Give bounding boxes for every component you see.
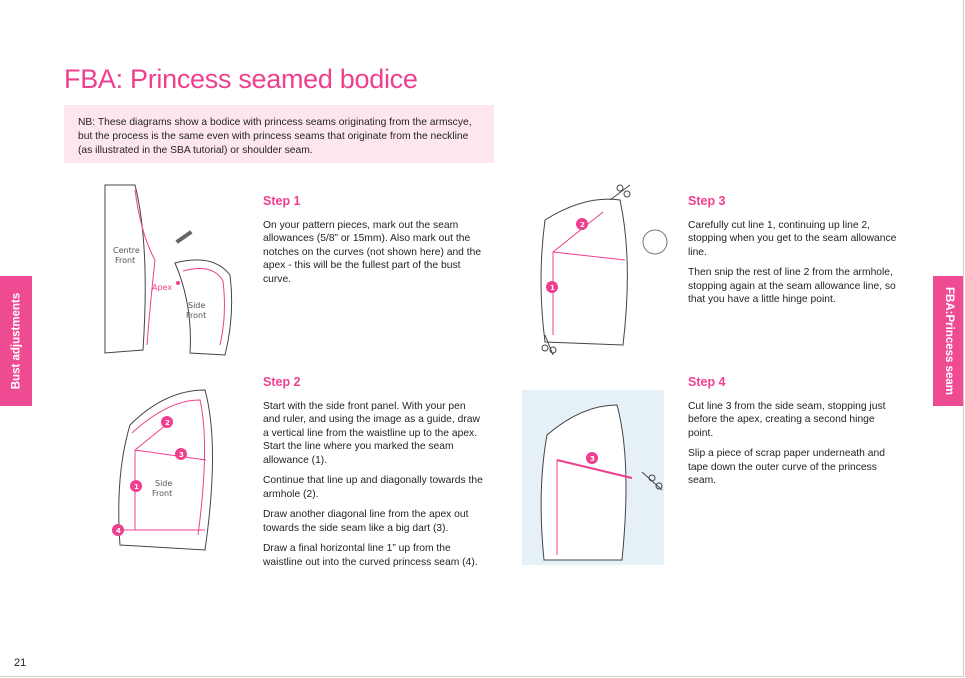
step-4-text-1: Cut line 3 from the side seam, stopping just before the apex, creating a second hinge point. (688, 400, 886, 439)
label-centre-front-1: Centre (113, 246, 140, 255)
marker-4-3: 3 (590, 455, 595, 463)
step-4 (688, 376, 898, 495)
marker-3-2: 2 (580, 221, 585, 229)
label-side-front-2: Front (186, 311, 207, 320)
label-side-front-2-1: Side (155, 479, 173, 488)
step-1-heading: Step 1 (263, 194, 301, 208)
step-4-text-2: Slip a piece of scrap paper underneath and tape down the outer curve of the princess seam. (688, 448, 885, 486)
marker-4: 4 (116, 527, 121, 535)
step-3-heading: Step 3 (688, 194, 726, 208)
step-3 (688, 195, 898, 314)
marker-2: 2 (165, 419, 170, 427)
pencil-icon (175, 230, 192, 244)
step-2-text-4: Draw a final horizontal line 1” up from the waistline out into the curved princess seam (4). (263, 543, 478, 568)
step-1 (263, 195, 483, 293)
marker-3-1: 1 (550, 284, 555, 292)
side-tab-left-label: Bust adjustments (10, 292, 22, 390)
diagram-step-4 (522, 390, 667, 565)
label-apex: Apex (152, 283, 173, 292)
side-tab-right-label: FBA:Princess seam (943, 286, 955, 396)
step-2-text-1: Start with the side front panel. With your pen and ruler, and using the image as a guide, draw a vertical line from the waistline up to the apex. Start the line where you marked the seam allowance (1). (263, 400, 480, 466)
side-tab-right[interactable] (933, 276, 964, 406)
step-2-text-3: Draw another diagonal line from the apex out towards the side seam like a big dart (3). (263, 509, 469, 534)
label-side-front-2-2: Front (152, 489, 173, 498)
step-2-text-2: Continue that line up and diagonally towards the armhole (2). (263, 475, 483, 500)
page-number: 21 (14, 657, 27, 669)
step-2 (263, 376, 483, 576)
marker-1: 1 (134, 483, 139, 491)
step-3-text-1: Carefully cut line 1, continuing up line 2, stopping when you get to the seam allowance line. (688, 219, 897, 258)
note-box: NB: These diagrams show a bodice with princess seams originating from the armscye, but the process is the same even with princess seams that originate from the neckline (as illustrated in the SBA tutorial) or shoulder seam. (64, 105, 494, 163)
step-1-text: On your pattern pieces, mark out the seam allowances (5/8” or 15mm). Also mark out the notches on the curves (not shown here) and the apex - this will be the fullest part of the bust curve. (263, 219, 482, 285)
diagram-step-3 (525, 180, 680, 360)
label-side-front-1: Side (188, 301, 206, 310)
label-centre-front-2: Front (115, 256, 136, 265)
page-title: FBA: Princess seamed bodice (64, 64, 418, 94)
step-4-heading: Step 4 (688, 375, 726, 389)
marker-3: 3 (179, 451, 184, 459)
diagram-step-2 (110, 385, 220, 555)
side-tab-left[interactable] (0, 276, 32, 406)
step-2-heading: Step 2 (263, 375, 301, 389)
step-3-text-2: Then snip the rest of line 2 from the armhole, stopping again at the seam allowance line, so that you have a little hinge point. (688, 267, 896, 305)
diagram-step-1 (95, 185, 245, 360)
